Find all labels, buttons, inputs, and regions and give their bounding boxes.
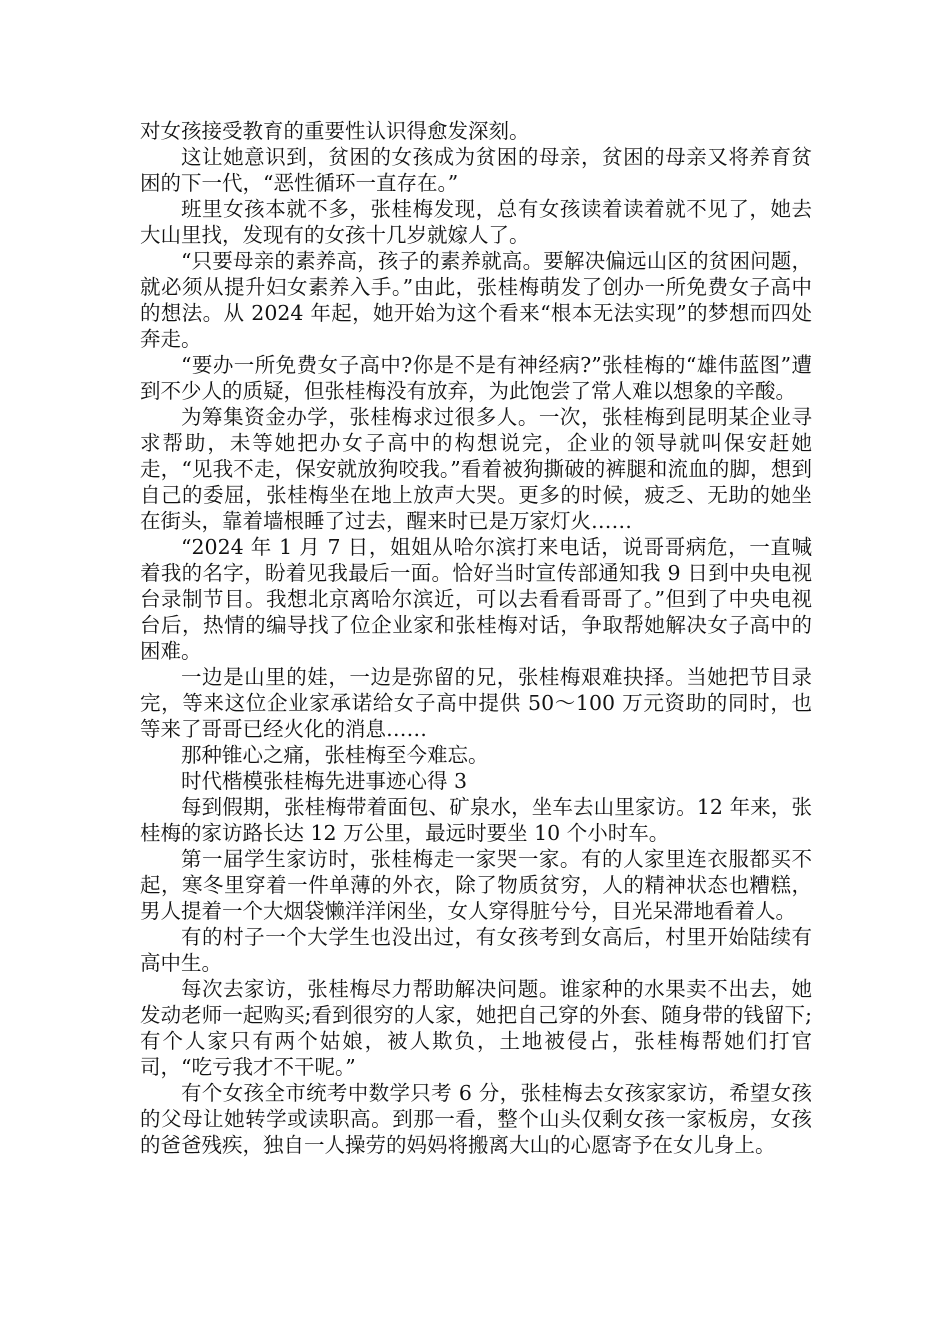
paragraph-1: 对女孩接受教育的重要性认识得愈发深刻。 <box>140 119 530 143</box>
paragraph-3: 班里女孩本就不多，张桂梅发现，总有女孩读着读着就不见了，她去大山里找，发现有的女孩十几岁就嫁人了。 <box>140 197 812 247</box>
paragraph-5: “要办一所免费女子高中?你是不是有神经病?”张桂梅的“雄伟蓝图”遭到不少人的质疑，但张桂梅没有放弃，为此饱尝了常人难以想象的辛酸。 <box>140 353 812 403</box>
paragraph-12: 第一届学生家访时，张桂梅走一家哭一家。有的人家里连衣服都买不起，寒冬里穿着一件单薄的外衣，除了物质贫穷，人的精神状态也糟糕，男人提着一个大烟袋懒洋洋闲坐，女人穿得脏兮兮，目光呆滞地看着人。 <box>140 847 812 923</box>
paragraph-4: “只要母亲的素养高，孩子的素养就高。要解决偏远山区的贫困问题，就必须从提升妇女素养入手。”由此，张桂梅萌发了创办一所免费女子高中的想法。从 2024 年起，她开始为这个看来“根本无法实现”的梦想而四处奔走。 <box>140 249 812 351</box>
paragraph-8: 一边是山里的娃，一边是弥留的兄，张桂梅艰难抉择。当她把节目录完，等来这位企业家承诺给女子高中提供 50～100 万元资助的同时，也等来了哥哥已经火化的消息…… <box>140 665 812 741</box>
section-heading: 时代楷模张桂梅先进事迹心得 3 <box>181 769 468 793</box>
document-page <box>140 118 812 1158</box>
paragraph-2: 这让她意识到，贫困的女孩成为贫困的母亲，贫困的母亲又将养育贫困的下一代，“恶性循环一直存在。” <box>140 145 812 195</box>
paragraph-9: 那种锥心之痛，张桂梅至今难忘。 <box>181 743 489 767</box>
paragraph-14: 每次去家访，张桂梅尽力帮助解决问题。谁家种的水果卖不出去，她发动老师一起购买;看到很穷的人家，她把自己穿的外套、随身带的钱留下;有个人家只有两个姑娘，被人欺负，土地被侵占，张桂梅帮她们打官司，“吃亏我才不干呢。” <box>140 977 812 1079</box>
paragraph-11: 每到假期，张桂梅带着面包、矿泉水，坐车去山里家访。12 年来，张桂梅的家访路长达 12 万公里，最远时要坐 10 个小时车。 <box>140 795 812 845</box>
paragraph-7: “2024 年 1 月 7 日，姐姐从哈尔滨打来电话，说哥哥病危，一直喊着我的名字，盼着见我最后一面。恰好当时宣传部通知我 9 日到中央电视台录制节目。我想北京离哈尔滨近，可以去看看哥哥了。”但到了中央电视台后，热情的编导找了位企业家和张桂梅对话，争取帮她解决女子高中的困难。 <box>140 535 812 663</box>
paragraph-15: 有个女孩全市统考中数学只考 6 分，张桂梅去女孩家家访，希望女孩的父母让她转学或读职高。到那一看，整个山头仅剩女孩一家板房，女孩的爸爸残疾，独自一人操劳的妈妈将搬离大山的心愿寄予在女儿身上。 <box>140 1081 812 1157</box>
paragraph-13: 有的村子一个大学生也没出过，有女孩考到女高后，村里开始陆续有高中生。 <box>140 925 812 975</box>
paragraph-6: 为筹集资金办学，张桂梅求过很多人。一次，张桂梅到昆明某企业寻求帮助，未等她把办女子高中的构想说完，企业的领导就叫保安赶她走，“见我不走，保安就放狗咬我。”看着被狗撕破的裤腿和流血的脚，想到自己的委屈，张桂梅坐在地上放声大哭。更多的时候，疲乏、无助的她坐在街头，靠着墙根睡了过去，醒来时已是万家灯火…… <box>140 405 812 533</box>
